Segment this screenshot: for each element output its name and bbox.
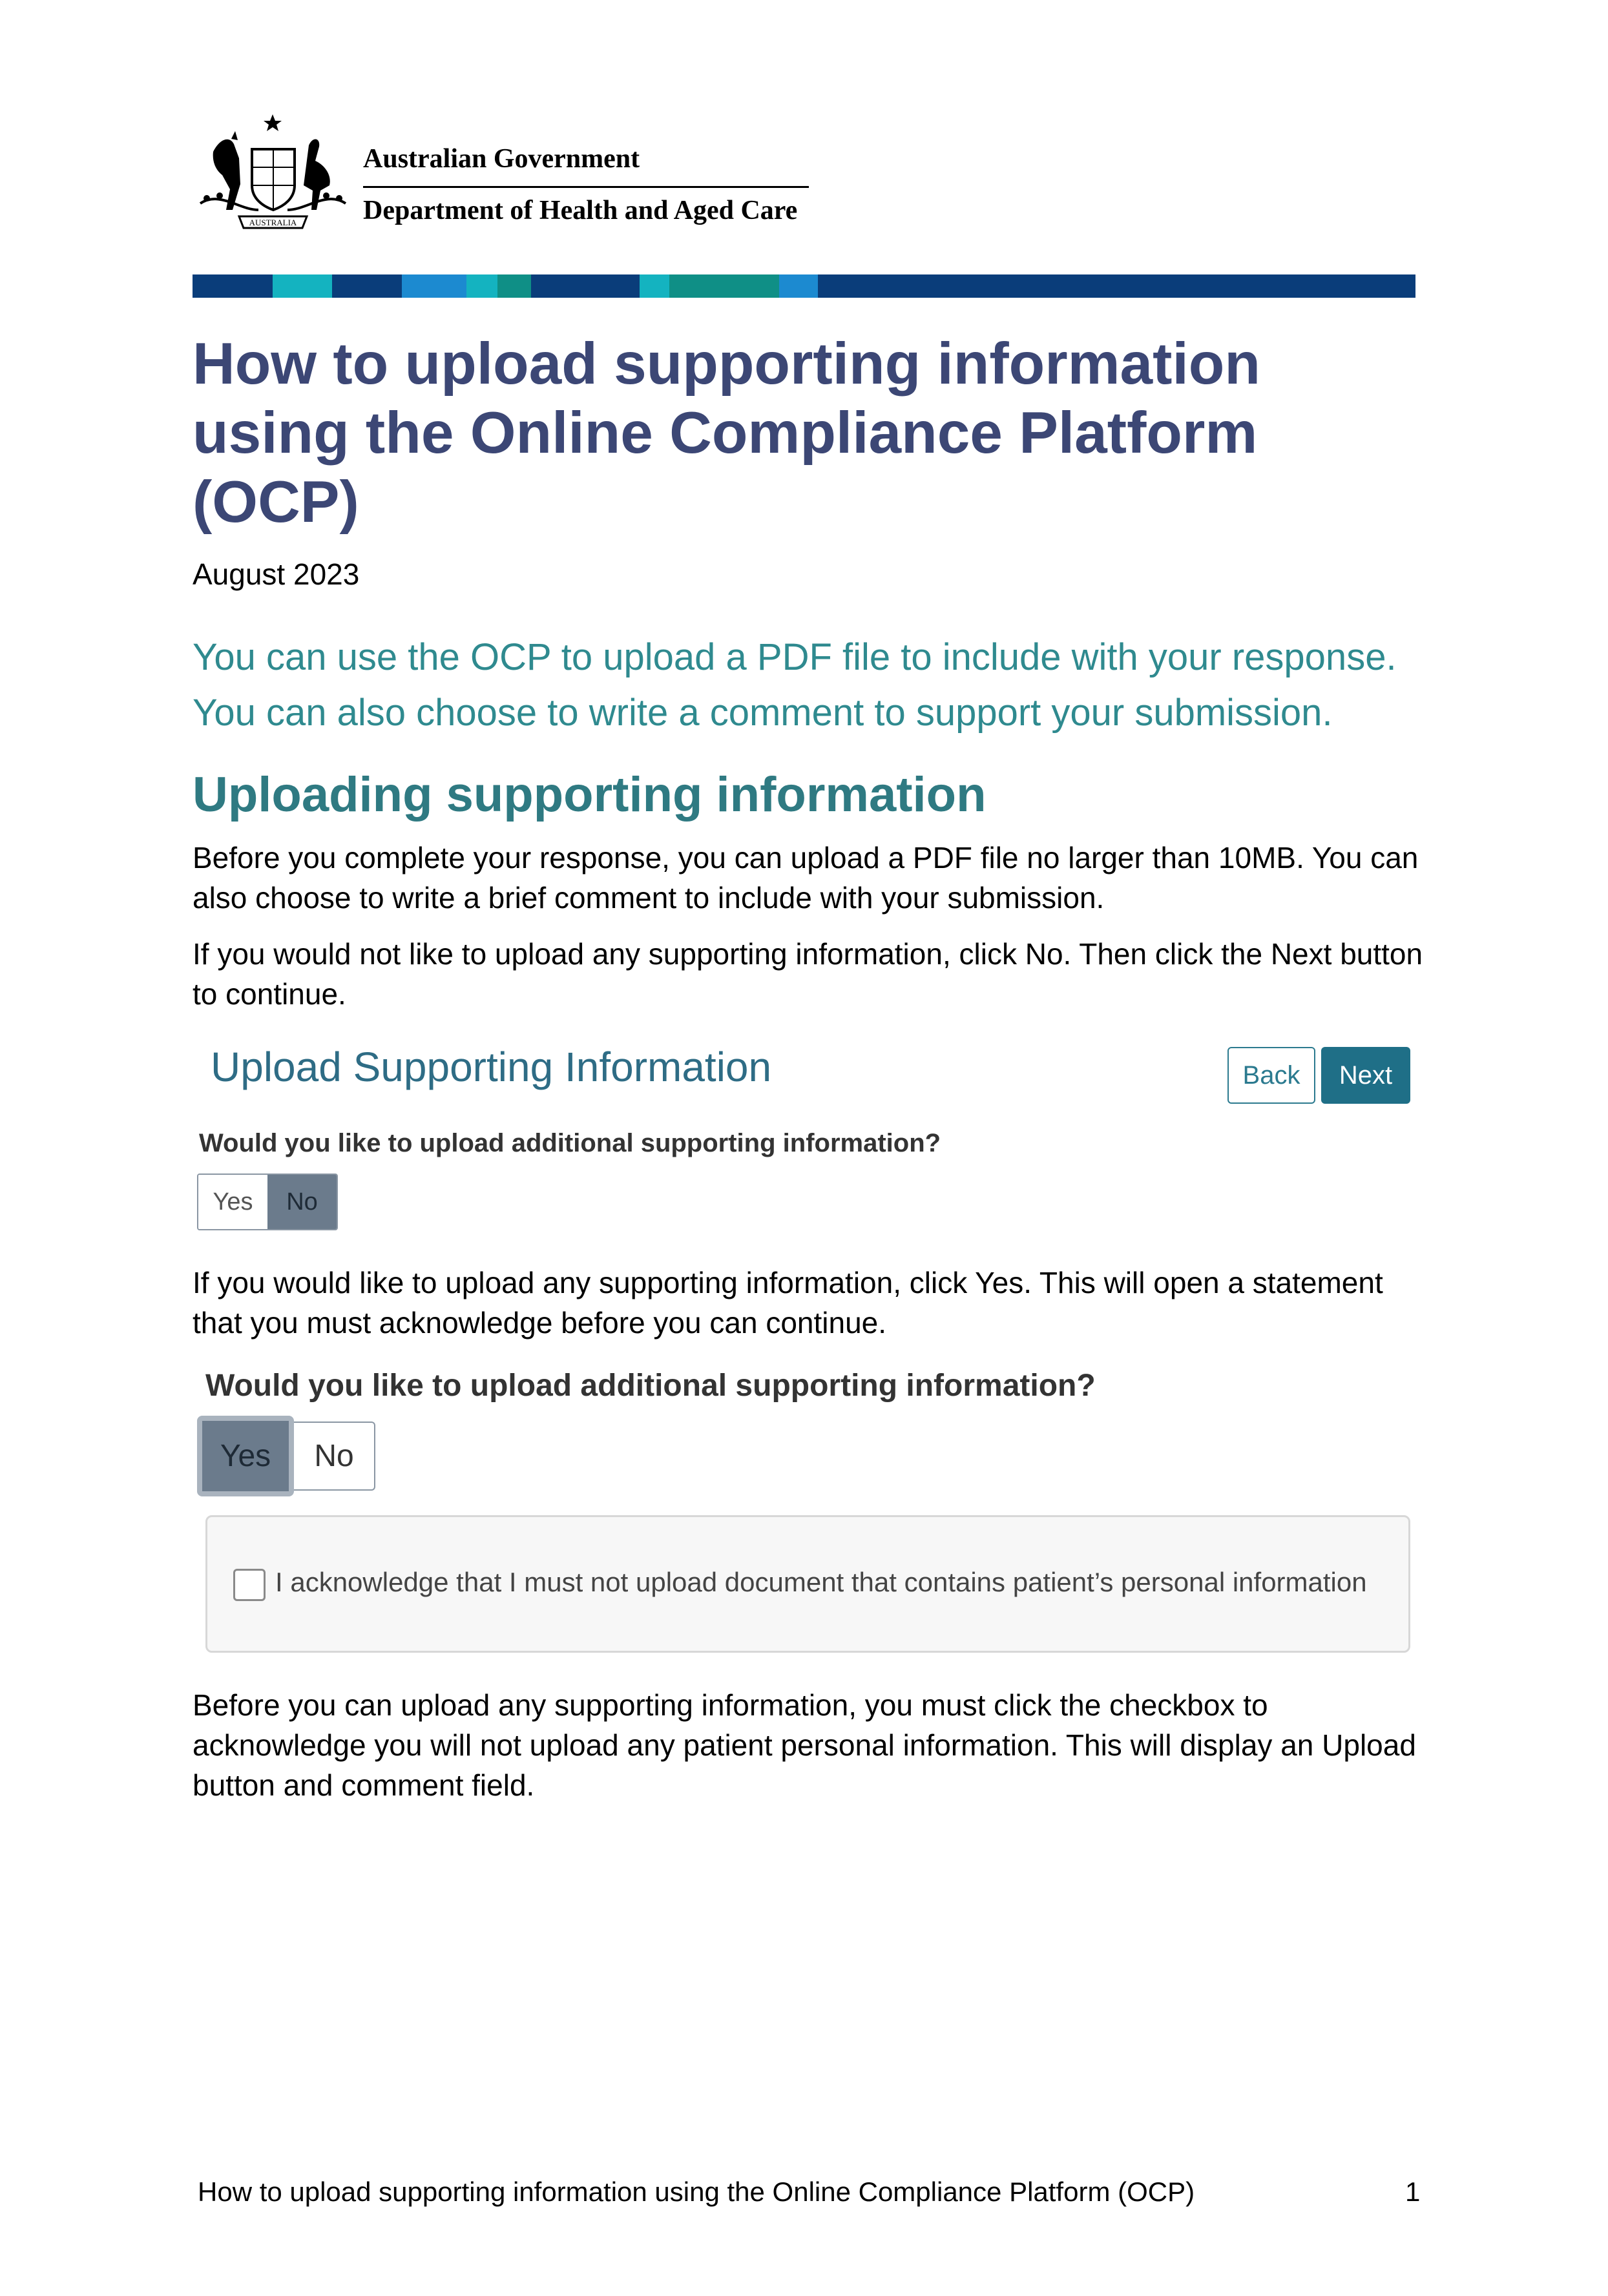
yes-no-toggle-expanded [197, 1416, 375, 1496]
no-option-selected[interactable]: No [267, 1175, 337, 1229]
title-line-2: using the Online Compliance Platform [193, 400, 1258, 466]
footer-title: How to upload supporting information using the Online Compliance Platform (OCP) [198, 2177, 1195, 2207]
intro-text [193, 630, 1420, 741]
government-name: Australian Government [363, 144, 640, 174]
color-bar-segment [818, 274, 1415, 298]
title-line-3: (OCP) [193, 470, 359, 535]
department-name: Department of Health and Aged Care [363, 196, 798, 225]
crest-banner-text: AUSTRALIA [249, 218, 297, 227]
title-line-1: How to upload supporting information [193, 331, 1260, 397]
upload-question: Would you like to upload additional supporting information? [199, 1129, 941, 1157]
yes-option-selected[interactable]: Yes [197, 1416, 294, 1496]
paragraph-upload-intro: Before you complete your response, you can upload a PDF file no larger than 10MB. You can also choose to write a brief comment to include with your submission. [193, 841, 1419, 915]
upload-panel-title: Upload Supporting Information [211, 1044, 772, 1090]
paragraph-yes-upload: If you would like to upload any supporting information, click Yes. This will open a statement that you must acknowledge before you can continue. [193, 1266, 1383, 1339]
brand-color-bar [193, 274, 1415, 298]
yes-no-toggle [197, 1174, 338, 1230]
acknowledge-label[interactable]: I acknowledge that I must not upload document that contains patient’s personal information [275, 1567, 1367, 1597]
upload-question-expanded: Would you like to upload additional supporting information? [205, 1369, 1096, 1403]
section-heading: Uploading supporting information [193, 767, 987, 822]
back-button[interactable]: Back [1227, 1047, 1315, 1104]
intro-line-1: You can use the OCP to upload a PDF file to include with your response. [193, 636, 1397, 678]
commonwealth-coat-of-arms-icon [194, 113, 352, 236]
intro-line-2: You can also choose to write a comment to support your submission. [193, 692, 1333, 734]
paragraph-checkbox: Before you can upload any supporting information, you must click the checkbox to acknowledge you will not upload any patient personal information. This will display an Upload button and comment field. [193, 1688, 1416, 1802]
color-bar-segment [402, 274, 466, 298]
color-bar-segment [193, 274, 273, 298]
paragraph-no-upload: If you would not like to upload any supporting information, click No. Then click the Next button to continue. [193, 937, 1423, 1011]
acknowledge-checkbox[interactable] [233, 1569, 266, 1601]
header-divider [363, 186, 809, 188]
yes-option[interactable]: Yes [198, 1175, 267, 1229]
color-bar-segment [497, 274, 531, 298]
color-bar-segment [779, 274, 818, 298]
color-bar-segment [332, 274, 402, 298]
document-date: August 2023 [193, 557, 360, 591]
color-bar-segment [531, 274, 640, 298]
color-bar-segment [273, 274, 332, 298]
page-number: 1 [1405, 2177, 1421, 2207]
no-option[interactable]: No [294, 1422, 375, 1491]
color-bar-segment [669, 274, 779, 298]
next-button[interactable]: Next [1321, 1047, 1410, 1104]
document-title [193, 329, 1407, 537]
color-bar-segment [466, 274, 497, 298]
color-bar-segment [640, 274, 669, 298]
